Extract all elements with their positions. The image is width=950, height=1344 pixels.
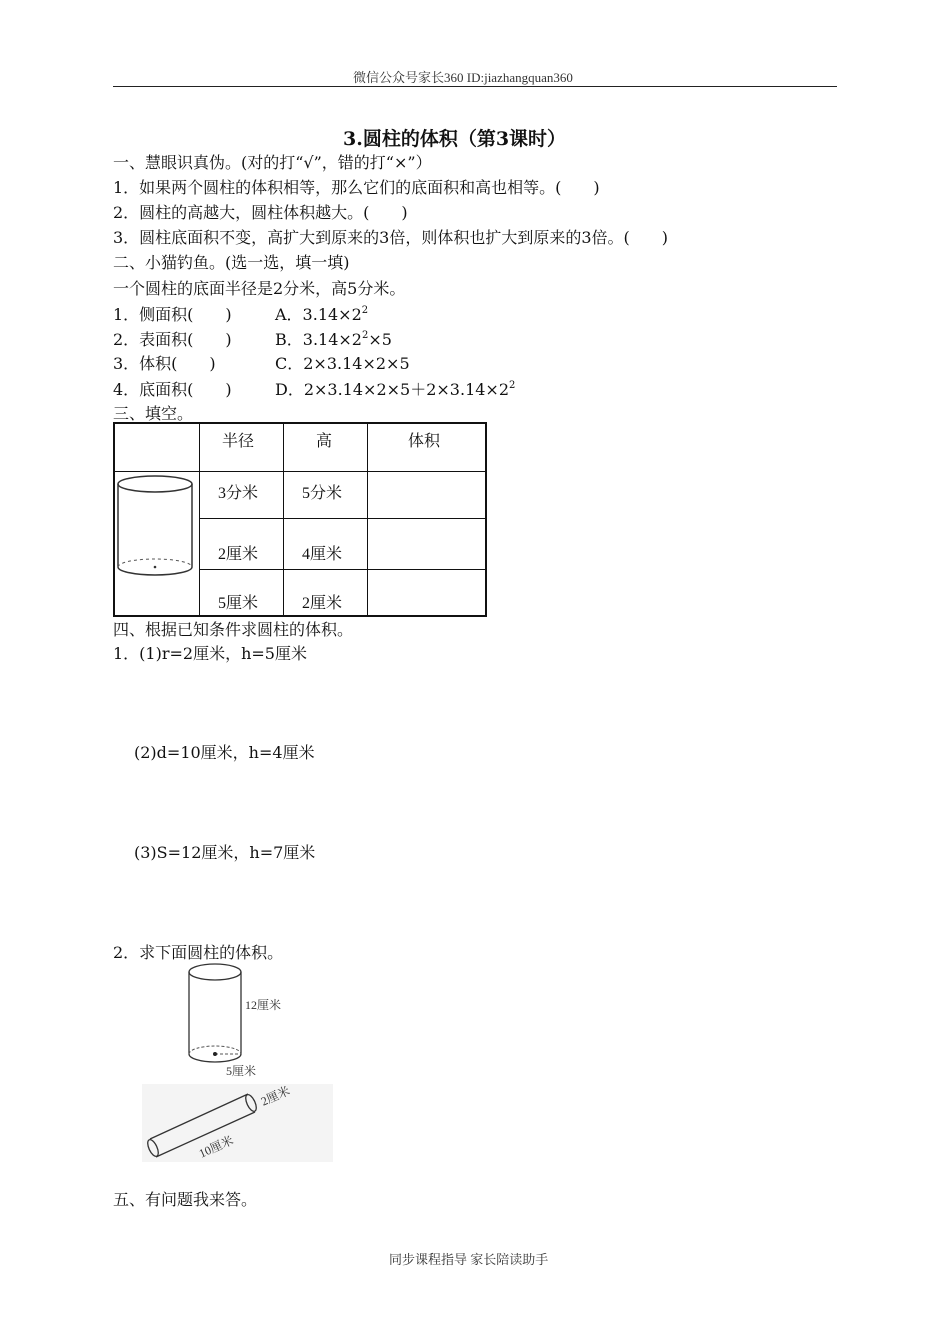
slanted-cylinder-figure	[142, 1084, 333, 1162]
table-header-height: 高	[284, 423, 368, 471]
section1-heading: 一、慧眼识真伪。(对的打“√”，错的打“×”）	[113, 153, 432, 172]
section2-item-4-left: 4．底面积( )	[113, 380, 232, 399]
section1-item-3: 3．圆柱底面积不变，高扩大到原来的3倍，则体积也扩大到原来的3倍。( )	[113, 228, 669, 247]
section2-intro: 一个圆柱的底面半径是2分米，高5分米。	[113, 279, 406, 298]
table-cell-height-3: 2厘米	[284, 569, 368, 615]
table-cell-volume-2	[368, 519, 487, 570]
table-row	[114, 471, 486, 519]
section2-option-c: C．2×3.14×2×5	[275, 354, 410, 373]
section5-heading: 五、有问题我来答。	[113, 1190, 258, 1209]
section4-q2: 2．求下面圆柱的体积。	[113, 943, 284, 962]
section4-q1-part1: 1．(1)r=2厘米，h=5厘米	[113, 644, 307, 663]
table-cell-volume-3	[368, 569, 487, 615]
table-cell-height-2: 4厘米	[284, 519, 368, 570]
page-title: 3.圆柱的体积（第3课时）	[343, 128, 567, 150]
table-cell-radius-1: 3分米	[200, 471, 284, 519]
table-corner-cell	[114, 423, 200, 471]
section2-option-a: A．$3.14\times 2^2$	[275, 305, 369, 324]
cylinder-figure	[115, 472, 199, 610]
section2-option-b: B．$3.14\times 2^2\times 5$	[275, 330, 392, 349]
fill-table	[113, 422, 487, 617]
section4-q1-part2: (2)d=10厘米，h=4厘米	[134, 743, 315, 762]
section1-item-2: 2．圆柱的高越大，圆柱体积越大。( )	[113, 203, 408, 222]
table-cell-radius-2: 2厘米	[200, 519, 284, 570]
page-footer: 同步课程指导 家长陪读助手	[389, 1252, 549, 1267]
section2-heading: 二、小猫钓鱼。(选一选，填一填)	[113, 253, 350, 272]
table-header-row	[114, 423, 486, 471]
section1-item-1: 1．如果两个圆柱的体积相等，那么它们的底面积和高也相等。( )	[113, 178, 600, 197]
section4-heading: 四、根据已知条件求圆柱的体积。	[113, 620, 354, 639]
section3-heading: 三、填空。	[113, 404, 194, 423]
fig1-height-label: 12厘米	[245, 998, 282, 1012]
fig2-diameter-label: 2厘米	[258, 1083, 292, 1109]
section2-option-d: D．$2\times 3.14\times 2\times 5+2\times 3.14\times 2^2$	[275, 380, 516, 399]
section2-item-3-left: 3．体积( )	[113, 354, 216, 373]
table-cell-volume-1	[368, 471, 487, 519]
page-header: 微信公众号家长360 ID:jiazhangquan360	[353, 70, 573, 85]
header-rule	[113, 86, 837, 87]
table-header-volume: 体积	[368, 423, 487, 471]
fig1-base-label: 5厘米	[226, 1064, 257, 1078]
table-header-radius: 半径	[200, 423, 284, 471]
table-cell-radius-3: 5厘米	[200, 569, 284, 615]
section2-item-1-left: 1．侧面积( )	[113, 305, 232, 324]
fig2-length-label: 10厘米	[196, 1133, 236, 1161]
section4-q1-part3: (3)S=12厘米，h=7厘米	[134, 843, 316, 862]
table-cell-height-1: 5分米	[284, 471, 368, 519]
table-cylinder-cell	[114, 471, 200, 616]
section2-item-2-left: 2．表面积( )	[113, 330, 232, 349]
